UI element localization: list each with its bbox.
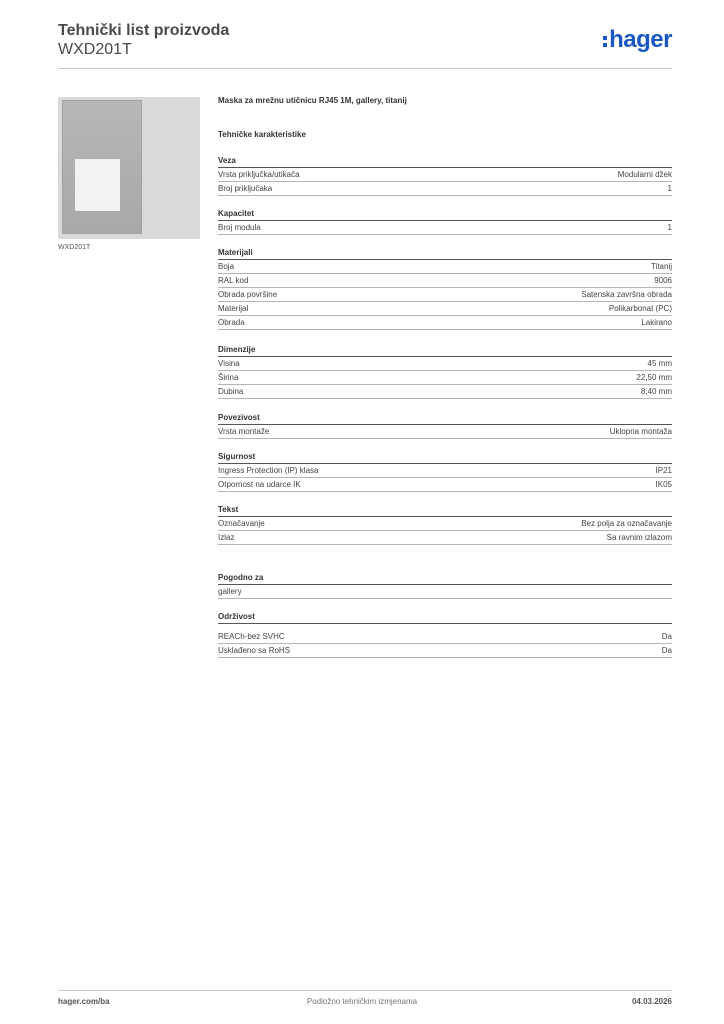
spec-row xyxy=(218,182,672,196)
section-title: Kapacitet xyxy=(218,207,672,221)
product-name: Maska za mrežnu utičnicu RJ45 1M, gallery, titanij xyxy=(218,96,407,105)
spec-row xyxy=(218,385,672,399)
spec-row xyxy=(218,464,672,478)
footer-notice: Podložno tehničkim izmjenama xyxy=(306,997,418,1006)
section-title: Održivost xyxy=(218,610,672,624)
spec-label: Usklađeno sa RoHS xyxy=(218,646,291,655)
spec-row xyxy=(218,371,672,385)
image-caption: WXD201T xyxy=(58,244,91,251)
spec-row xyxy=(218,425,672,439)
spec-row xyxy=(218,644,672,658)
spec-label: Broj modula xyxy=(218,223,261,232)
spec-label: Obrada xyxy=(218,318,245,327)
spec-label: Obrada površine xyxy=(218,290,278,299)
page-header xyxy=(58,20,672,70)
section-pogodno-za xyxy=(218,571,672,599)
spec-label: Boja xyxy=(218,262,235,271)
spec-value: Bez polja za označavanje xyxy=(581,519,672,528)
spec-label: Otpornost na udarce IK xyxy=(218,480,301,489)
spec-value: 1 xyxy=(667,184,672,193)
section-povezivost xyxy=(218,411,672,439)
spec-label: Vrsta montaže xyxy=(218,427,270,436)
section-odrzivost xyxy=(218,610,672,658)
spec-row xyxy=(218,274,672,288)
spec-label: Broj priključaka xyxy=(218,184,273,193)
spec-value: Da xyxy=(661,632,672,641)
spec-label: Širina xyxy=(218,373,239,382)
section-materijali xyxy=(218,246,672,330)
section-title: Povezivost xyxy=(218,411,672,425)
spec-value: 8,40 mm xyxy=(640,387,672,396)
section-title: Dimenzije xyxy=(218,343,672,357)
section-kapacitet xyxy=(218,207,672,235)
footer-date: 04.03.2026 xyxy=(631,997,672,1006)
spec-value: Da xyxy=(661,646,672,655)
spec-value: Sa ravnim izlazom xyxy=(606,533,672,542)
spec-row xyxy=(218,517,672,531)
spec-value: Modularni džek xyxy=(617,170,672,179)
spec-value: Satenska završna obrada xyxy=(581,290,672,299)
section-tekst xyxy=(218,503,672,545)
section-veza xyxy=(218,154,672,196)
spec-label: Vrsta priključka/utikača xyxy=(218,170,300,179)
spec-label: Izlaz xyxy=(218,533,235,542)
spec-value: 1 xyxy=(667,223,672,232)
spec-value: 45 mm xyxy=(647,359,672,368)
spec-row xyxy=(218,357,672,371)
product-image xyxy=(58,97,200,239)
spec-label: Označavanje xyxy=(218,519,265,528)
section-title: Sigurnost xyxy=(218,450,672,464)
spec-value: Lakirano xyxy=(641,318,672,327)
spec-label: gallery xyxy=(218,587,242,596)
cover-plate-illustration xyxy=(62,100,142,234)
section-title: Materijali xyxy=(218,246,672,260)
logo-text: hager xyxy=(609,26,672,53)
spec-value: IP21 xyxy=(655,466,672,475)
spec-row xyxy=(218,260,672,274)
logo-dots-icon xyxy=(603,36,607,47)
spec-row xyxy=(218,288,672,302)
spec-label: Ingress Protection (IP) klasa xyxy=(218,466,319,475)
spec-value: IK05 xyxy=(655,480,672,489)
spec-label: RAL kod xyxy=(218,276,249,285)
footer-divider xyxy=(58,990,672,991)
rj45-opening xyxy=(75,159,120,211)
header-divider xyxy=(58,68,672,69)
footer-website: hager.com/ba xyxy=(58,997,110,1006)
spec-row xyxy=(218,531,672,545)
spec-value: Polikarbonat (PC) xyxy=(608,304,672,313)
spec-row xyxy=(218,168,672,182)
spec-label: Dubina xyxy=(218,387,244,396)
hager-logo xyxy=(603,26,672,54)
spec-label: Materijal xyxy=(218,304,249,313)
spec-row xyxy=(218,478,672,492)
spec-value: 9006 xyxy=(654,276,672,285)
section-title: Pogodno za xyxy=(218,571,672,585)
tech-characteristics-heading: Tehničke karakteristike xyxy=(218,130,306,139)
section-title: Tekst xyxy=(218,503,672,517)
spec-row xyxy=(218,585,672,599)
section-dimenzije xyxy=(218,343,672,399)
product-code: WXD201T xyxy=(58,41,132,58)
spec-row xyxy=(218,316,672,330)
spec-value: Titanij xyxy=(650,262,672,271)
section-title: Veza xyxy=(218,154,672,168)
section-sigurnost xyxy=(218,450,672,492)
spec-value: Uklopna montaža xyxy=(609,427,672,436)
spec-label: Visina xyxy=(218,359,240,368)
spec-value: 22,50 mm xyxy=(636,373,672,382)
spec-row xyxy=(218,302,672,316)
document-title: Tehnički list proizvoda xyxy=(58,22,230,39)
spec-label: REACh-bez SVHC xyxy=(218,632,285,641)
spec-row xyxy=(218,221,672,235)
spec-row xyxy=(218,630,672,644)
